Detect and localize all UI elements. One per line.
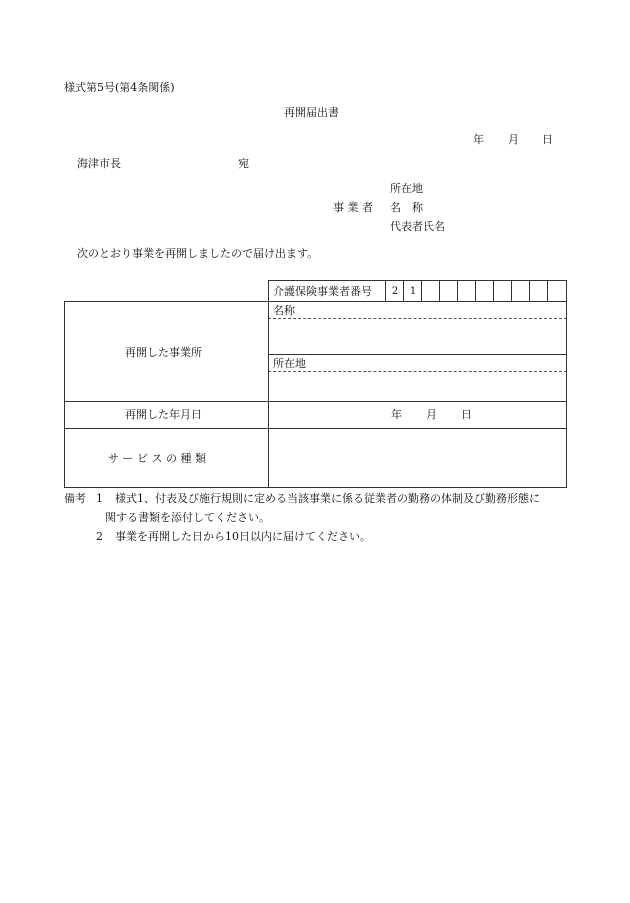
service-type-label: サ ー ビ ス の 種 類 (108, 452, 206, 465)
reopen-date-label: 再開した年月日 (125, 408, 202, 421)
header-date-month: 月 (508, 133, 519, 146)
note-2-number: 2 (96, 530, 103, 543)
provider-number-label: 介護保険事業者番号 (273, 285, 372, 298)
reopen-date-day: 日 (461, 408, 472, 421)
form-id: 様式第5号(第4条関係) (64, 81, 175, 94)
header-date-year: 年 (473, 133, 484, 146)
note-1-line-1: 様式1、付表及び施行規則に定める当該事業に係る従業者の勤務の体制及び勤務形態に (115, 492, 540, 505)
provider-digit-2[interactable]: 1 (409, 286, 417, 297)
applicant-name-label: 名 称 (390, 201, 423, 214)
applicant-rep-label: 代表者氏名 (390, 220, 445, 233)
intro-text: 次のとおり事業を再開しましたので届け出ます。 (77, 247, 319, 260)
applicant-address-label: 所在地 (390, 182, 423, 195)
provider-digit-1[interactable]: 2 (391, 286, 399, 297)
document-title: 再開届出書 (284, 106, 339, 119)
applicant-label: 事 業 者 (333, 201, 373, 214)
facility-name-label: 名称 (273, 304, 295, 317)
facility-address-field[interactable] (269, 372, 566, 401)
addressee-suffix: 宛 (238, 157, 249, 170)
header-date-day: 日 (542, 133, 553, 146)
facility-label: 再開した事業所 (125, 346, 202, 359)
addressee: 海津市長 (77, 157, 121, 170)
facility-name-field[interactable] (269, 319, 566, 354)
note-1-line-2: 関する書類を添付してください。 (105, 511, 270, 524)
service-type-field[interactable] (269, 429, 566, 487)
note-2-text: 事業を再開した日から10日以内に届けてください。 (115, 530, 371, 543)
note-1-number: 1 (96, 492, 103, 505)
facility-address-label: 所在地 (273, 357, 306, 370)
notes-label: 備考 (64, 492, 86, 505)
reopen-date-month: 月 (426, 408, 437, 421)
reopen-date-year: 年 (391, 408, 402, 421)
